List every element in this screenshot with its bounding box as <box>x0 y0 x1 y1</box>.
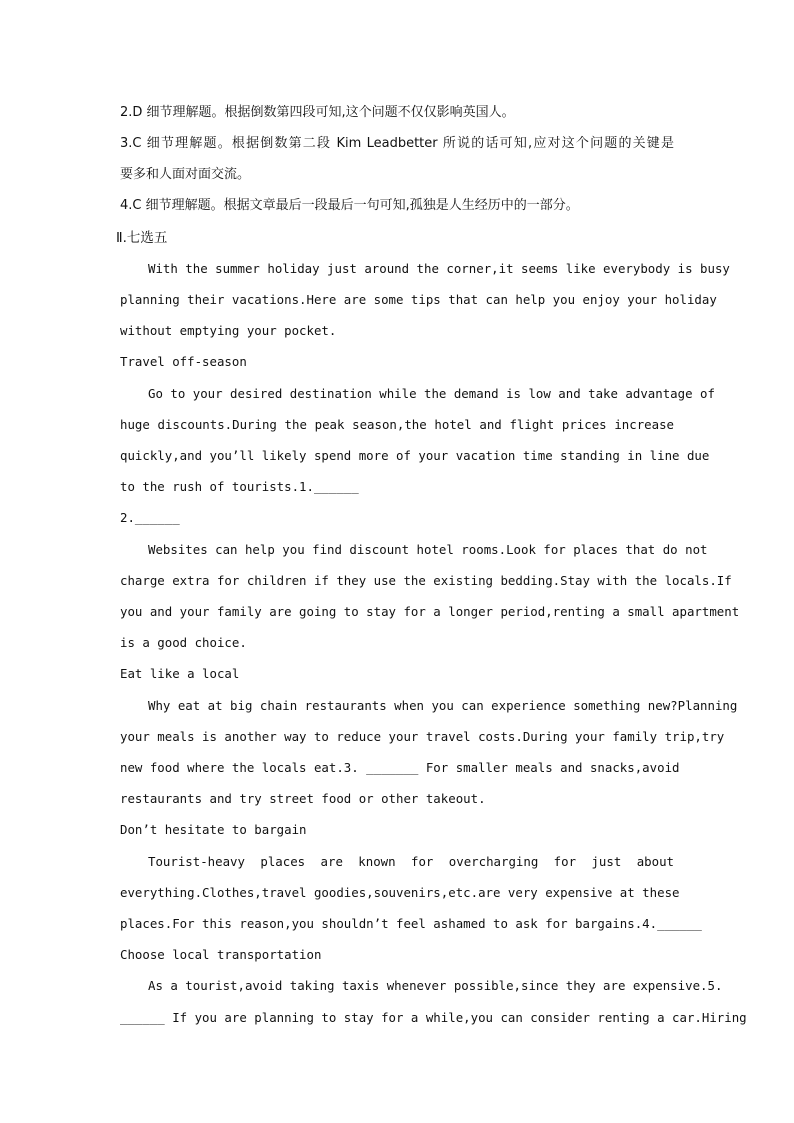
section1-line-3: quickly,and you’ll likely spend more of your vacation time standing in line due <box>120 448 710 463</box>
blank-2: 2.______ <box>120 510 180 525</box>
answer-3: 3.C 细节理解题。根据倒数第二段 Kim Leadbetter 所说的话可知,应对这个问题的关键是 <box>120 136 674 151</box>
section4-line-3-blank-4: places.For this reason,you shouldn’t feel ashamed to ask for bargains.4.______ <box>120 916 702 931</box>
subheading-travel-off-season: Travel off-season <box>120 354 247 369</box>
section3-line-1: Why eat at big chain restaurants when you can experience something new?Planning <box>148 698 738 713</box>
section2-line-1: Websites can help you find discount hotel rooms.Look for places that do not <box>148 542 708 557</box>
section5-line-2-blank-5: ______ If you are planning to stay for a while,you can consider renting a car.Hiring <box>120 1010 747 1025</box>
section2-line-4: is a good choice. <box>120 635 247 650</box>
section3-line-4: restaurants and try street food or other takeout. <box>120 791 486 806</box>
section3-line-2: your meals is another way to reduce your travel costs.During your family trip,try <box>120 729 725 744</box>
subheading-eat-like-a-local: Eat like a local <box>120 666 240 681</box>
answer-2: 2.D 细节理解题。根据倒数第四段可知,这个问题不仅仅影响英国人。 <box>120 105 515 120</box>
intro-line-3: without emptying your pocket. <box>120 323 337 338</box>
section-heading: Ⅱ.七选五 <box>116 230 168 246</box>
section4-line-1: Tourist-heavy places are known for overcharging for just about <box>148 854 674 869</box>
section3-line-3-blank-3: new food where the locals eat.3. _______ For smaller meals and snacks,avoid <box>120 760 680 775</box>
subheading-bargain: Don’t hesitate to bargain <box>120 822 307 837</box>
intro-line-2: planning their vacations.Here are some tips that can help you enjoy your holiday <box>120 292 717 307</box>
intro-line-1: With the summer holiday just around the corner,it seems like everybody is busy <box>148 261 730 276</box>
section1-line-2: huge discounts.During the peak season,the hotel and flight prices increase <box>120 417 674 432</box>
section1-line-1: Go to your desired destination while the demand is low and take advantage of <box>148 386 715 401</box>
section1-line-4-blank-1: to the rush of tourists.1.______ <box>120 479 359 494</box>
subheading-local-transportation: Choose local transportation <box>120 947 322 962</box>
section4-line-2: everything.Clothes,travel goodies,souvenirs,etc.are very expensive at these <box>120 885 680 900</box>
answer-4: 4.C 细节理解题。根据文章最后一段最后一句可知,孤独是人生经历中的一部分。 <box>120 198 579 213</box>
answer-3-continued: 要多和人面对面交流。 <box>120 167 251 182</box>
section5-line-1: As a tourist,avoid taking taxis whenever possible,since they are expensive.5. <box>148 978 723 993</box>
section2-line-3: you and your family are going to stay for a longer period,renting a small apartment <box>120 604 740 619</box>
section2-line-2: charge extra for children if they use the existing bedding.Stay with the locals.If <box>120 573 732 588</box>
